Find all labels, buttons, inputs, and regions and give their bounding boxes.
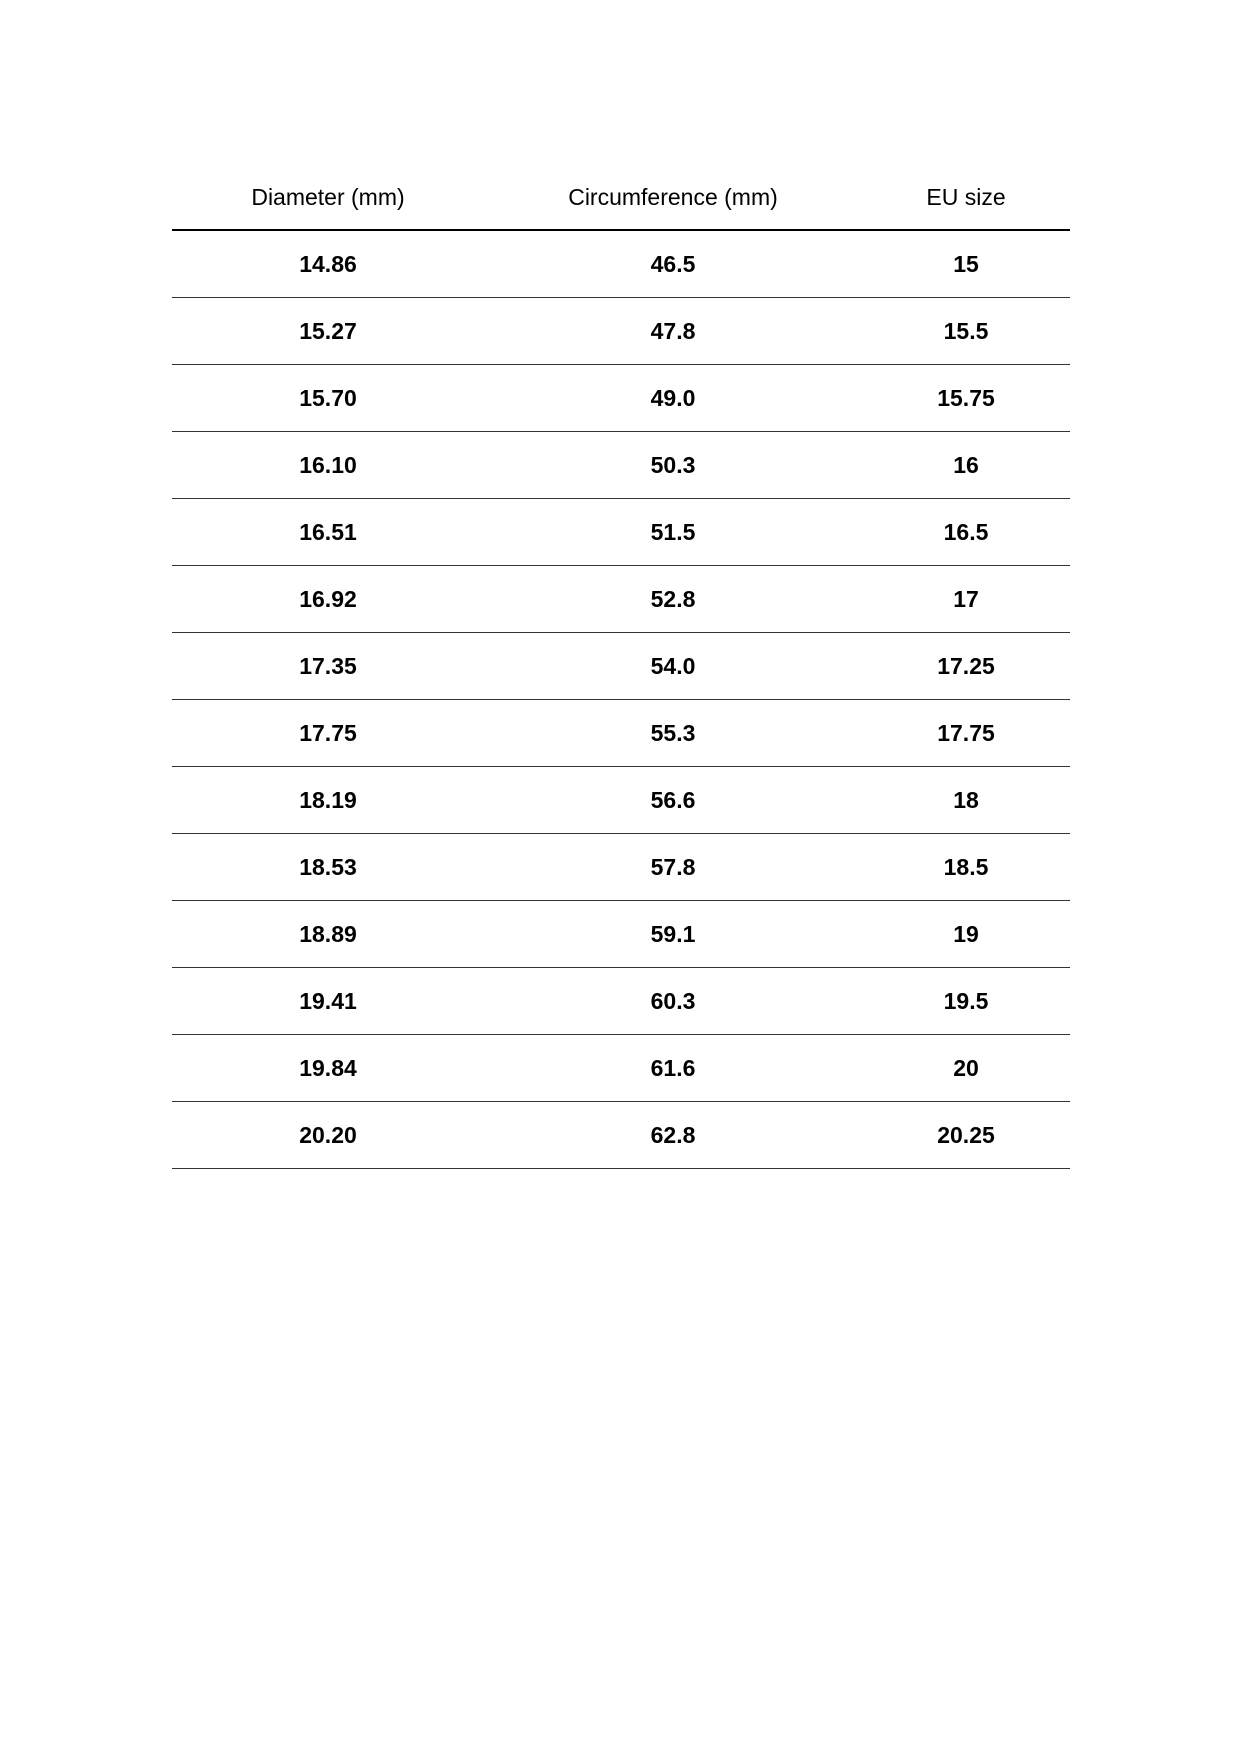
cell-diameter: 16.10 xyxy=(172,432,484,499)
ring-size-table xyxy=(172,165,1070,1169)
cell-eu-size: 17.75 xyxy=(862,700,1070,767)
table-header xyxy=(172,165,1070,230)
header-eu-size: EU size xyxy=(862,165,1070,230)
cell-diameter: 18.89 xyxy=(172,901,484,968)
cell-diameter: 16.92 xyxy=(172,566,484,633)
table-row xyxy=(172,700,1070,767)
cell-circumference: 47.8 xyxy=(484,298,862,365)
cell-diameter: 18.19 xyxy=(172,767,484,834)
table-body xyxy=(172,230,1070,1169)
cell-diameter: 16.51 xyxy=(172,499,484,566)
table-row xyxy=(172,834,1070,901)
cell-circumference: 54.0 xyxy=(484,633,862,700)
cell-diameter: 19.41 xyxy=(172,968,484,1035)
table-row xyxy=(172,968,1070,1035)
table-row xyxy=(172,230,1070,298)
cell-circumference: 52.8 xyxy=(484,566,862,633)
cell-diameter: 18.53 xyxy=(172,834,484,901)
cell-circumference: 61.6 xyxy=(484,1035,862,1102)
header-row xyxy=(172,165,1070,230)
cell-diameter: 17.35 xyxy=(172,633,484,700)
cell-circumference: 62.8 xyxy=(484,1102,862,1169)
cell-circumference: 50.3 xyxy=(484,432,862,499)
table-row xyxy=(172,298,1070,365)
cell-diameter: 15.70 xyxy=(172,365,484,432)
cell-eu-size: 19 xyxy=(862,901,1070,968)
cell-circumference: 55.3 xyxy=(484,700,862,767)
table-row xyxy=(172,633,1070,700)
cell-eu-size: 15.5 xyxy=(862,298,1070,365)
header-circumference: Circumference (mm) xyxy=(484,165,862,230)
cell-diameter: 19.84 xyxy=(172,1035,484,1102)
cell-circumference: 59.1 xyxy=(484,901,862,968)
cell-circumference: 57.8 xyxy=(484,834,862,901)
cell-circumference: 56.6 xyxy=(484,767,862,834)
table-row xyxy=(172,365,1070,432)
cell-circumference: 49.0 xyxy=(484,365,862,432)
table-row xyxy=(172,1035,1070,1102)
cell-eu-size: 16.5 xyxy=(862,499,1070,566)
cell-eu-size: 20 xyxy=(862,1035,1070,1102)
cell-eu-size: 18.5 xyxy=(862,834,1070,901)
table-row xyxy=(172,432,1070,499)
table-row xyxy=(172,499,1070,566)
cell-eu-size: 15 xyxy=(862,230,1070,298)
cell-diameter: 20.20 xyxy=(172,1102,484,1169)
cell-eu-size: 17 xyxy=(862,566,1070,633)
cell-diameter: 14.86 xyxy=(172,230,484,298)
table-row xyxy=(172,767,1070,834)
table-row xyxy=(172,1102,1070,1169)
cell-circumference: 46.5 xyxy=(484,230,862,298)
cell-diameter: 15.27 xyxy=(172,298,484,365)
cell-diameter: 17.75 xyxy=(172,700,484,767)
cell-circumference: 60.3 xyxy=(484,968,862,1035)
table-row xyxy=(172,566,1070,633)
table-row xyxy=(172,901,1070,968)
cell-eu-size: 17.25 xyxy=(862,633,1070,700)
header-diameter: Diameter (mm) xyxy=(172,165,484,230)
cell-eu-size: 18 xyxy=(862,767,1070,834)
cell-circumference: 51.5 xyxy=(484,499,862,566)
cell-eu-size: 20.25 xyxy=(862,1102,1070,1169)
cell-eu-size: 19.5 xyxy=(862,968,1070,1035)
cell-eu-size: 15.75 xyxy=(862,365,1070,432)
cell-eu-size: 16 xyxy=(862,432,1070,499)
